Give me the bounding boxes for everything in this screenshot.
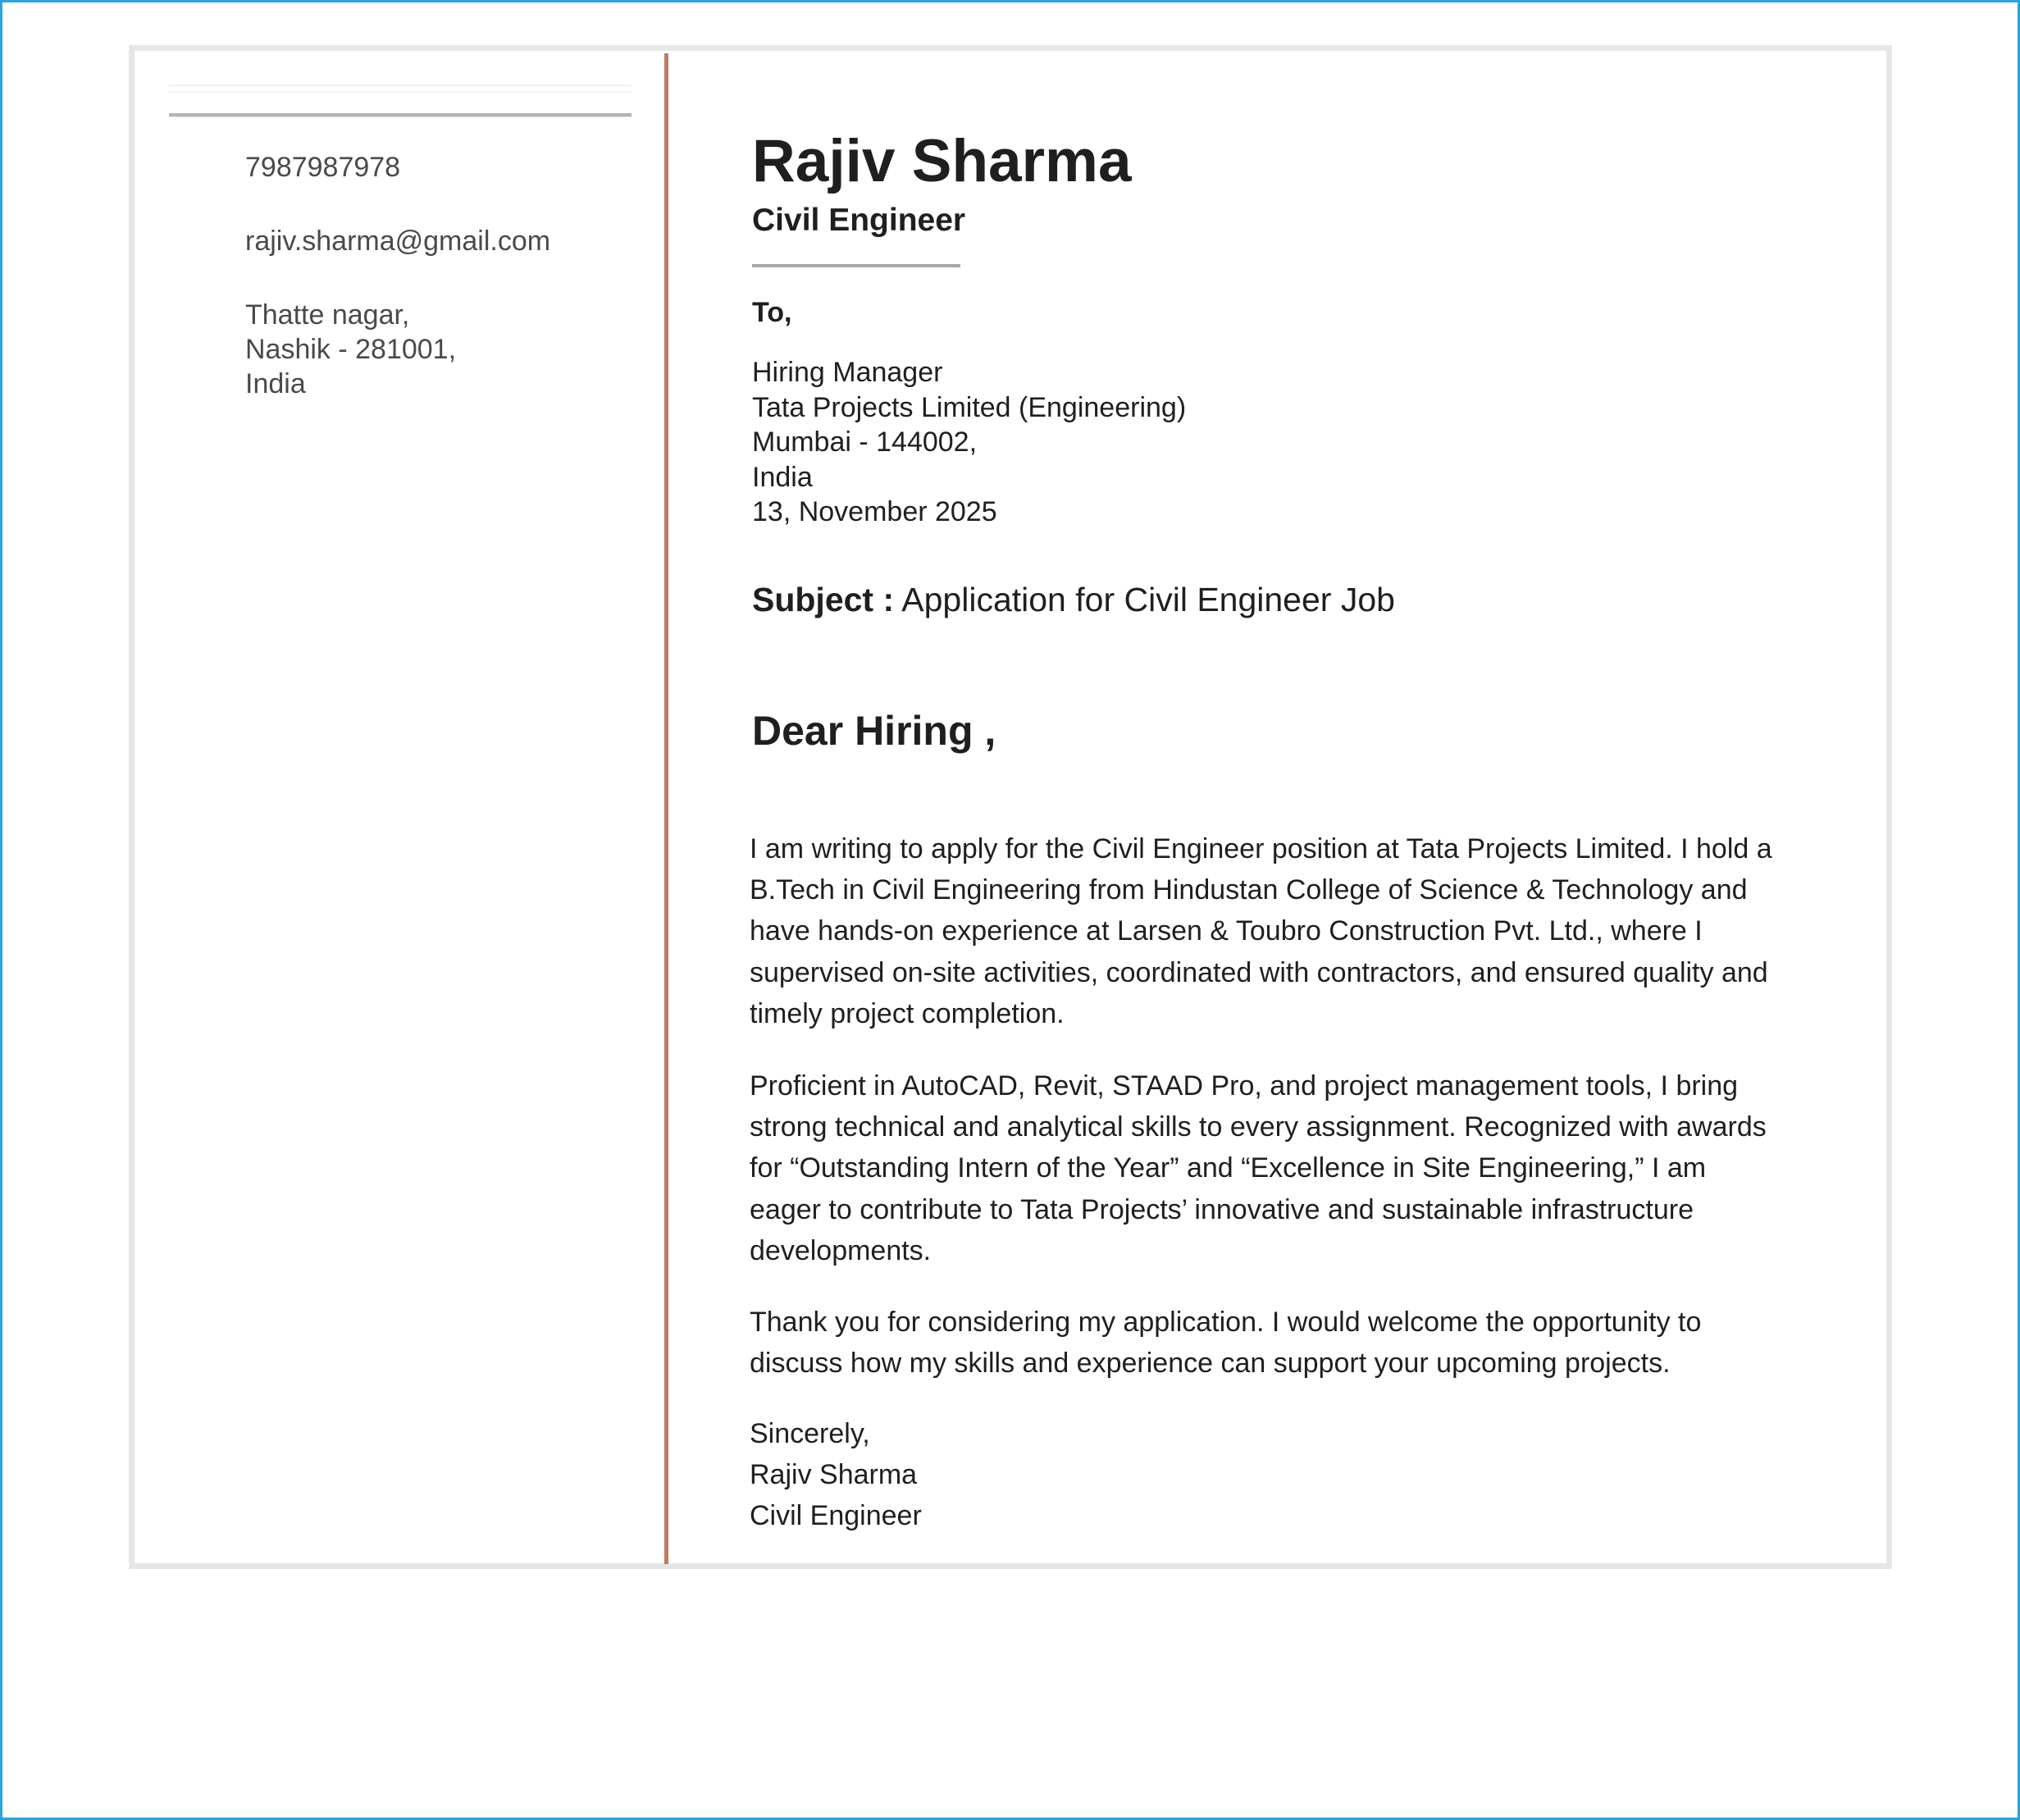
applicant-name: Rajiv Sharma [752, 128, 1132, 194]
title-rule [752, 264, 960, 267]
column-divider [664, 53, 668, 1564]
sidebar-rule [169, 113, 632, 117]
recipient-company: Tata Projects Limited (Engineering) [752, 391, 1187, 423]
paragraph-line: have hands-on experience at Larsen & Toubro Construction Pvt. Ltd., where I [750, 915, 1703, 947]
contact-address [245, 298, 456, 401]
greeting: Dear Hiring , [752, 708, 996, 754]
body-paragraph-3 [750, 1302, 1816, 1384]
paragraph-line: strong technical and analytical skills to every assignment. Recognized with awards [750, 1111, 1767, 1143]
paragraph-line: timely project completion. [750, 997, 1065, 1029]
closing-salutation: Sincerely, [750, 1418, 870, 1449]
applicant-title: Civil Engineer [752, 203, 966, 238]
subject-line [752, 579, 1395, 620]
body-paragraph-2 [750, 1065, 1816, 1271]
closing-name: Rajiv Sharma [750, 1459, 918, 1490]
closing-block [750, 1413, 922, 1536]
paragraph-line: B.Tech in Civil Engineering from Hindustan College of Science & Technology and [750, 874, 1748, 906]
contact-email: rajiv.sharma@gmail.com [245, 226, 551, 257]
closing-title: Civil Engineer [750, 1500, 922, 1531]
recipient-city: Mumbai - 144002, [752, 426, 978, 458]
paragraph-line: developments. [750, 1234, 932, 1266]
paragraph-line: Proficient in AutoCAD, Revit, STAAD Pro, and project management tools, I bring [750, 1070, 1739, 1102]
paragraph-line: for “Outstanding Intern of the Year” and “Excellence in Site Engineering,” I am [750, 1152, 1707, 1184]
address-line: Thatte nagar, [245, 299, 410, 331]
paragraph-line: Thank you for considering my application. I would welcome the opportunity to [750, 1307, 1702, 1338]
contact-phone: 7987987978 [245, 152, 401, 183]
recipient-country: India [752, 461, 813, 493]
address-line: India [245, 368, 306, 399]
recipient-block [752, 355, 1186, 530]
paragraph-line: eager to contribute to Tata Projects’ innovative and sustainable infrastructure [750, 1193, 1694, 1225]
recipient-name: Hiring Manager [752, 357, 943, 388]
paragraph-line: supervised on-site activities, coordinated with contractors, and ensured quality and [750, 956, 1768, 988]
to-label: To, [752, 297, 792, 328]
paragraph-line: I am writing to apply for the Civil Engineer position at Tata Projects Limited. I hold a [750, 833, 1772, 864]
body-paragraph-1 [750, 828, 1816, 1034]
subject-text: Application for Civil Engineer Job [901, 581, 1395, 618]
subject-label: Subject : [752, 581, 895, 618]
sidebar-top-line [169, 84, 632, 93]
paragraph-line: discuss how my skills and experience can support your upcoming projects. [750, 1348, 1671, 1380]
address-line: Nashik - 281001, [245, 334, 457, 365]
letter-date: 13, November 2025 [752, 496, 997, 527]
